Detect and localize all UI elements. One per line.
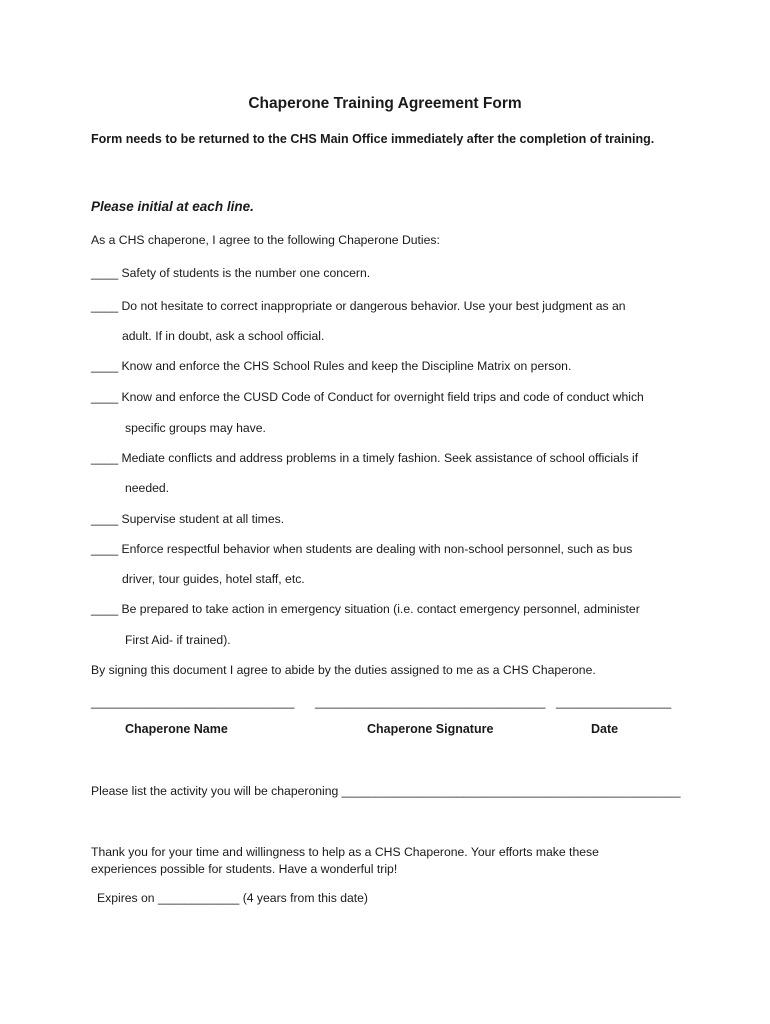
date-field[interactable]: _________________: [556, 695, 672, 709]
duty-line: ____ Mediate conflicts and address problems in a timely fashion. Seek assistance of school officials if: [91, 451, 639, 465]
expiration-field: Expires on ____________ (4 years from this date): [97, 891, 368, 905]
duty-line: ____ Supervise student at all times.: [91, 512, 285, 526]
chaperone-signature-label: Chaperone Signature: [367, 722, 494, 736]
duty-line: ____ Be prepared to take action in emergency situation (i.e. contact emergency personnel, administer: [91, 602, 640, 616]
duty-line-continued: adult. If in doubt, ask a school official.: [122, 329, 325, 343]
chaperone-signature-field[interactable]: __________________________________: [315, 695, 546, 709]
duty-line: ____ Know and enforce the CUSD Code of Conduct for overnight field trips and code of conduct which: [91, 390, 644, 404]
duties-intro: As a CHS chaperone, I agree to the following Chaperone Duties:: [91, 233, 440, 247]
page-title: Chaperone Training Agreement Form: [248, 95, 522, 112]
date-label: Date: [591, 722, 619, 736]
duty-line-continued: First Aid- if trained).: [125, 633, 231, 647]
duty-line-continued: specific groups may have.: [125, 421, 266, 435]
activity-field[interactable]: Please list the activity you will be chaperoning __________________________________________________: [91, 784, 681, 798]
duty-line: ____ Do not hesitate to correct inappropriate or dangerous behavior. Use your best judgment as an: [91, 299, 626, 313]
duty-line-continued: driver, tour guides, hotel staff, etc.: [122, 572, 305, 586]
duty-line: ____ Safety of students is the number one concern.: [91, 266, 371, 280]
thank-you-note: Thank you for your time and willingness to help as a CHS Chaperone. Your efforts make these experiences possible for students. Have a wonderful trip!: [91, 845, 599, 876]
chaperone-name-label: Chaperone Name: [125, 722, 228, 736]
initial-instruction: Please initial at each line.: [91, 199, 254, 214]
agreement-statement: By signing this document I agree to abide by the duties assigned to me as a CHS Chaperone.: [91, 663, 596, 677]
chaperone-name-field[interactable]: ______________________________: [91, 695, 295, 709]
duty-line: ____ Know and enforce the CHS School Rules and keep the Discipline Matrix on person.: [91, 359, 572, 373]
duty-line: ____ Enforce respectful behavior when students are dealing with non-school personnel, such as bus: [91, 542, 633, 556]
return-notice: Form needs to be returned to the CHS Main Office immediately after the completion of training.: [91, 132, 655, 146]
duty-line-continued: needed.: [125, 481, 170, 495]
